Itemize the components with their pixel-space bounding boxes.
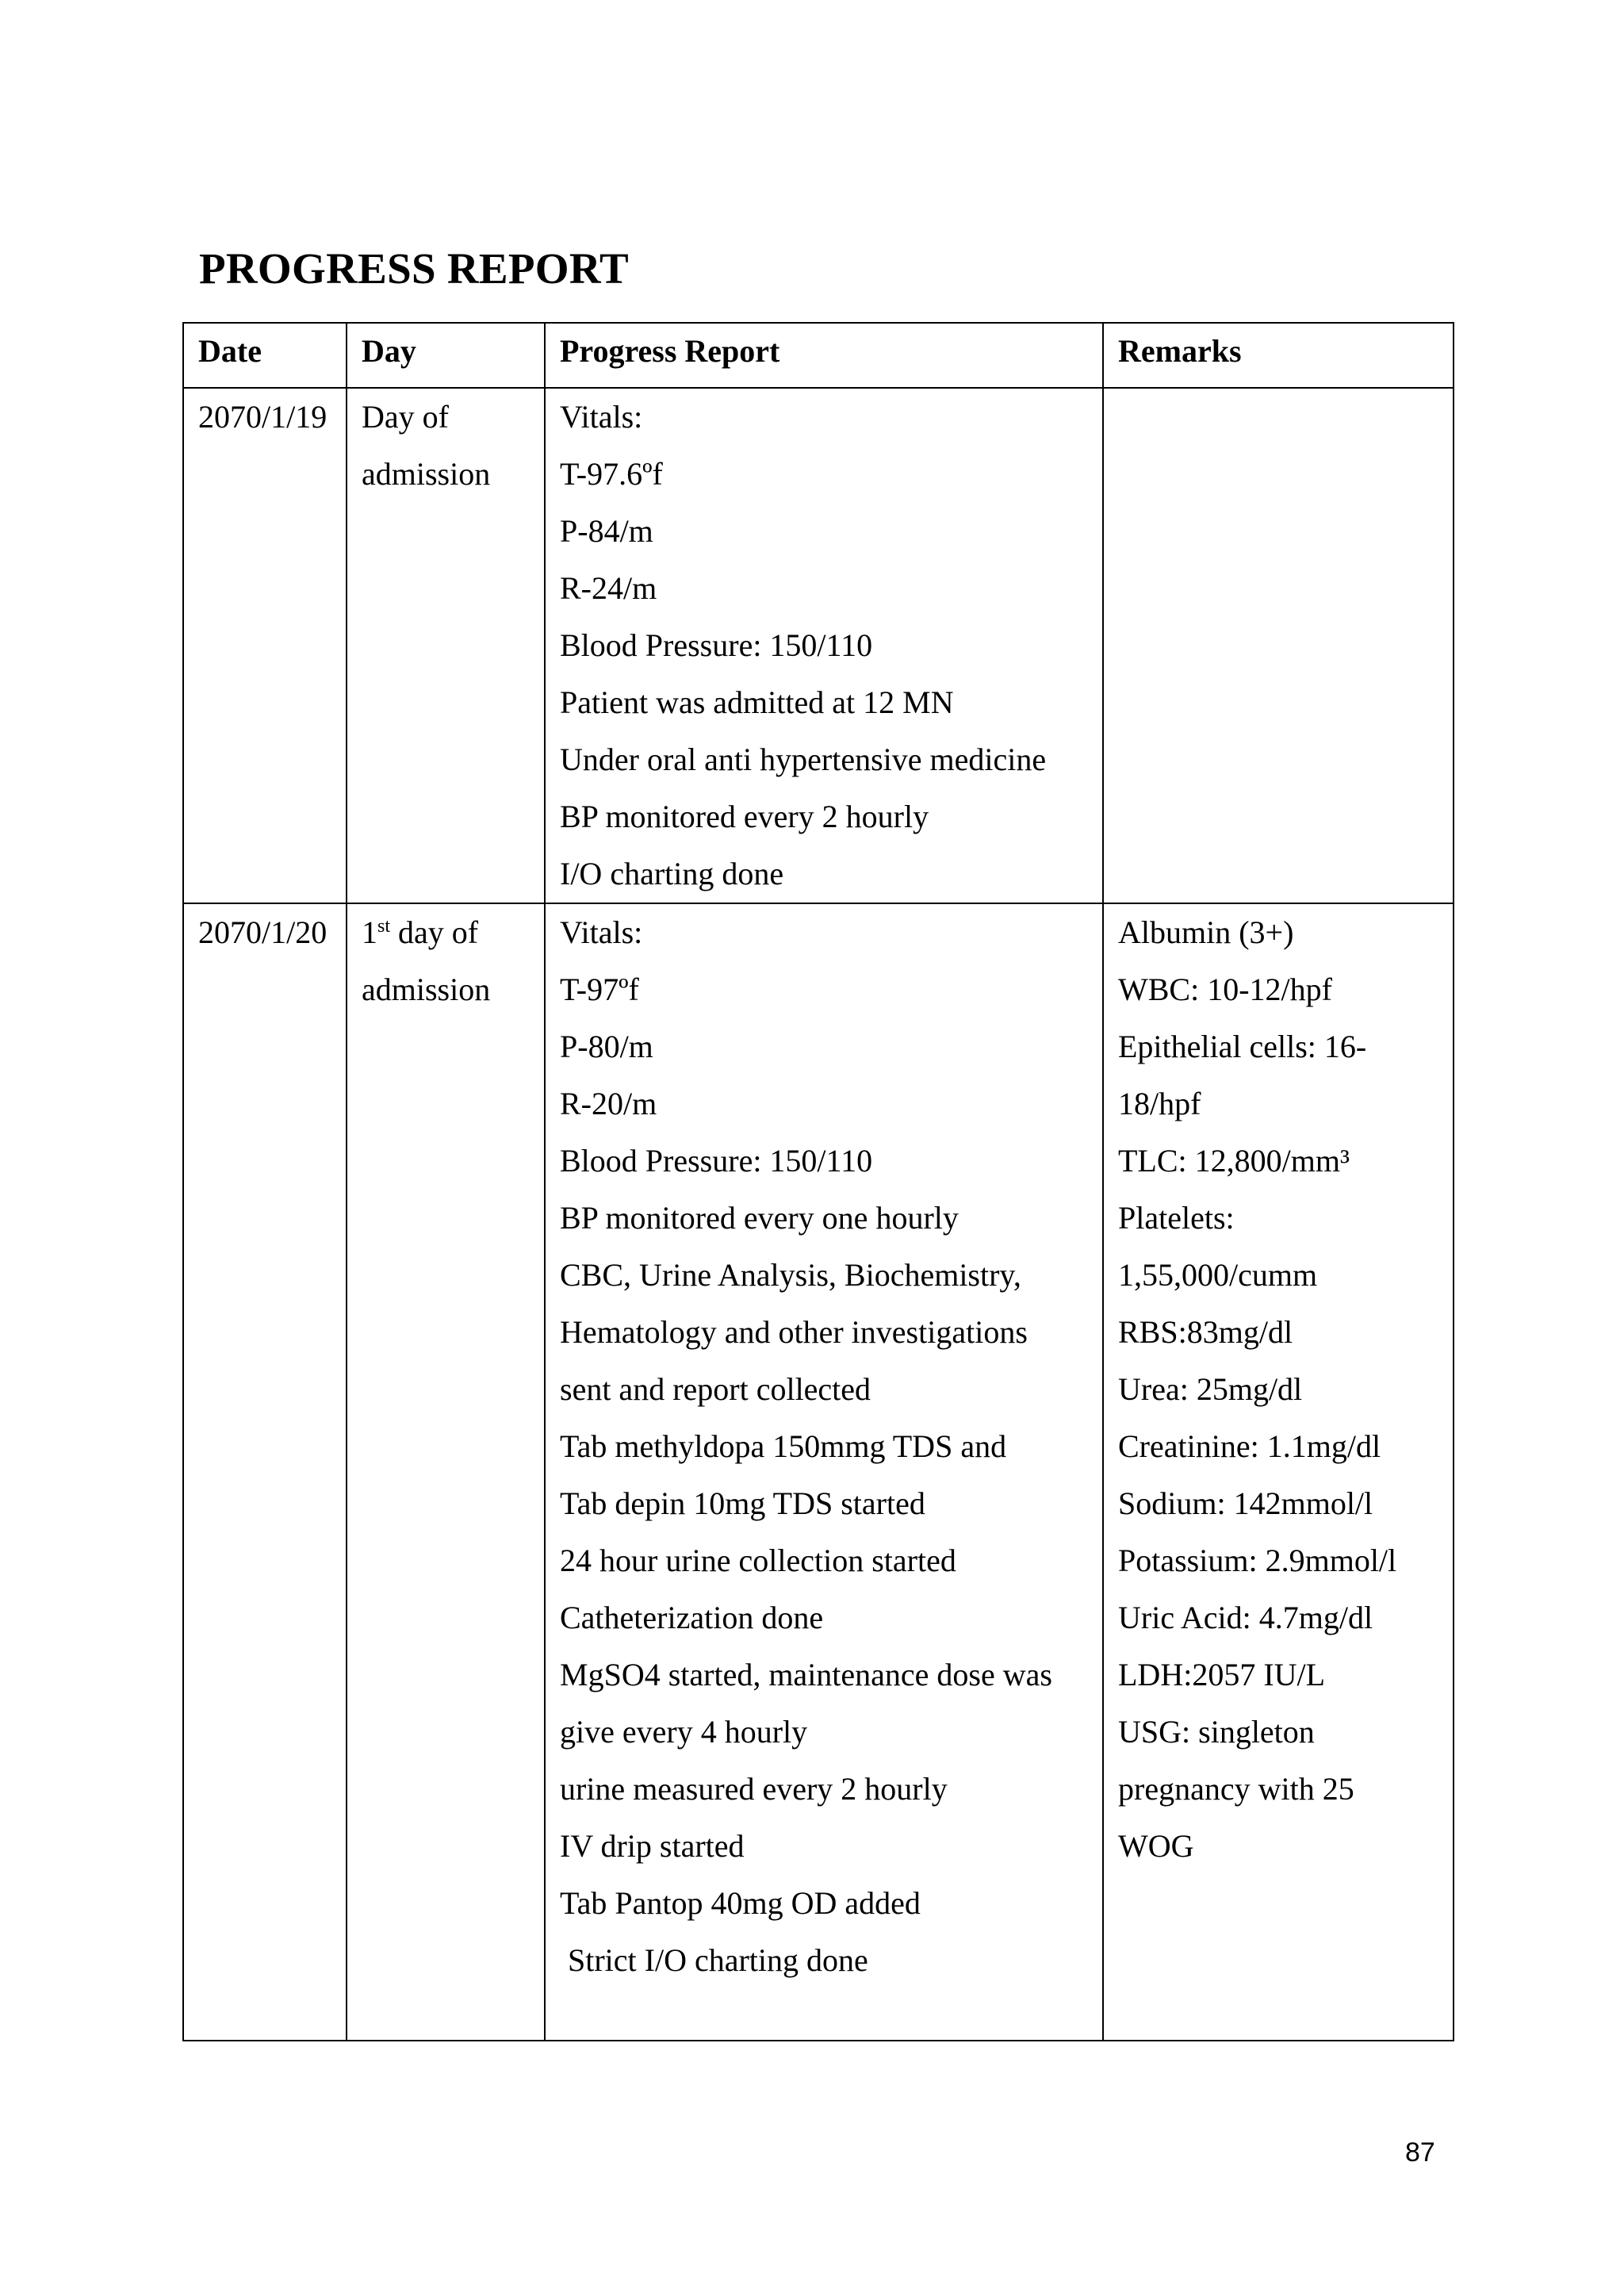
- text-line: Albumin (3+): [1118, 914, 1294, 950]
- text-line: Hematology and other investigations: [560, 1314, 1028, 1350]
- text-line: WBC: 10-12/hpf: [1118, 972, 1332, 1007]
- day-line: [362, 904, 544, 961]
- table-row: [183, 388, 1454, 903]
- text-line: Blood Pressure: 150/110: [560, 1143, 873, 1179]
- text-line: I/O charting done: [560, 856, 784, 891]
- day-rest: day of: [390, 914, 479, 950]
- text-line: Tab depin 10mg TDS started: [560, 1485, 925, 1521]
- date-cell: [183, 903, 347, 2041]
- text-line: P-84/m: [560, 513, 653, 549]
- page-title: PROGRESS REPORT: [199, 244, 629, 293]
- text-line: MgSO4 started, maintenance dose was: [560, 1657, 1052, 1692]
- text-line: USG: singleton: [1118, 1714, 1315, 1750]
- text-line: Creatinine: 1.1mg/dl: [1118, 1428, 1381, 1464]
- text-line: R-20/m: [560, 1086, 657, 1121]
- day-cell: [347, 388, 545, 903]
- text-line: BP monitored every one hourly: [560, 1200, 959, 1236]
- text-line: Tab Pantop 40mg OD added: [560, 1885, 921, 1921]
- progress-report-table: [182, 322, 1454, 2041]
- text-line: RBS:83mg/dl: [1118, 1314, 1293, 1350]
- header-day: Day: [347, 323, 545, 388]
- date-cell: [183, 388, 347, 903]
- progress-cell: [545, 388, 1103, 903]
- text-line: urine measured every 2 hourly: [560, 1771, 948, 1807]
- text-line: Epithelial cells: 16-: [1118, 1029, 1367, 1064]
- page-number: 87: [1405, 2137, 1435, 2168]
- table-header-row: [183, 323, 1454, 388]
- table-row: [183, 903, 1454, 2041]
- text-line: Vitals:: [560, 914, 643, 950]
- day-cell: [347, 903, 545, 2041]
- date-value: 2070/1/19: [198, 399, 327, 435]
- text-line: CBC, Urine Analysis, Biochemistry,: [560, 1257, 1021, 1293]
- progress-cell: [545, 903, 1103, 2041]
- text-line: Catheterization done: [560, 1600, 824, 1635]
- day-ordinal-suffix: st: [377, 916, 391, 937]
- text-line: 24 hour urine collection started: [560, 1543, 956, 1578]
- text-line: TLC: 12,800/mm³: [1118, 1143, 1350, 1179]
- text-line: WOG: [1118, 1828, 1194, 1864]
- remarks-cell: [1103, 903, 1454, 2041]
- text-line: give every 4 hourly: [560, 1714, 808, 1750]
- text-line: Blood Pressure: 150/110: [560, 627, 873, 663]
- text-line: T-97.6ºf: [560, 456, 663, 492]
- text-line: Urea: 25mg/dl: [1118, 1371, 1303, 1407]
- text-line: T-97ºf: [560, 972, 639, 1007]
- text-line: LDH:2057 IU/L: [1118, 1657, 1326, 1692]
- day-line: admission: [362, 456, 491, 492]
- text-line: BP monitored every 2 hourly: [560, 799, 929, 834]
- date-value: 2070/1/20: [198, 914, 327, 950]
- text-line: sent and report collected: [560, 1371, 871, 1407]
- day-ordinal: 1: [362, 914, 377, 950]
- text-line: Vitals:: [560, 399, 643, 435]
- text-line: Strict I/O charting done: [560, 1942, 868, 1978]
- text-line: Tab methyldopa 150mmg TDS and: [560, 1428, 1007, 1464]
- header-date: Date: [183, 323, 347, 388]
- text-line: P-80/m: [560, 1029, 653, 1064]
- day-line: admission: [362, 972, 491, 1007]
- text-line: Patient was admitted at 12 MN: [560, 684, 954, 720]
- text-line: Under oral anti hypertensive medicine: [560, 742, 1047, 777]
- text-line: 18/hpf: [1118, 1086, 1201, 1121]
- text-line: IV drip started: [560, 1828, 745, 1864]
- header-remarks: Remarks: [1103, 323, 1454, 388]
- text-line: Uric Acid: 4.7mg/dl: [1118, 1600, 1373, 1635]
- day-line: Day of: [362, 399, 449, 435]
- remarks-cell: [1103, 388, 1454, 903]
- text-line: R-24/m: [560, 570, 657, 606]
- text-line: Potassium: 2.9mmol/l: [1118, 1543, 1397, 1578]
- text-line: 1,55,000/cumm: [1118, 1257, 1318, 1293]
- text-line: Sodium: 142mmol/l: [1118, 1485, 1373, 1521]
- header-progress-report: Progress Report: [545, 323, 1103, 388]
- text-line: Platelets:: [1118, 1200, 1235, 1236]
- text-line: pregnancy with 25: [1118, 1771, 1354, 1807]
